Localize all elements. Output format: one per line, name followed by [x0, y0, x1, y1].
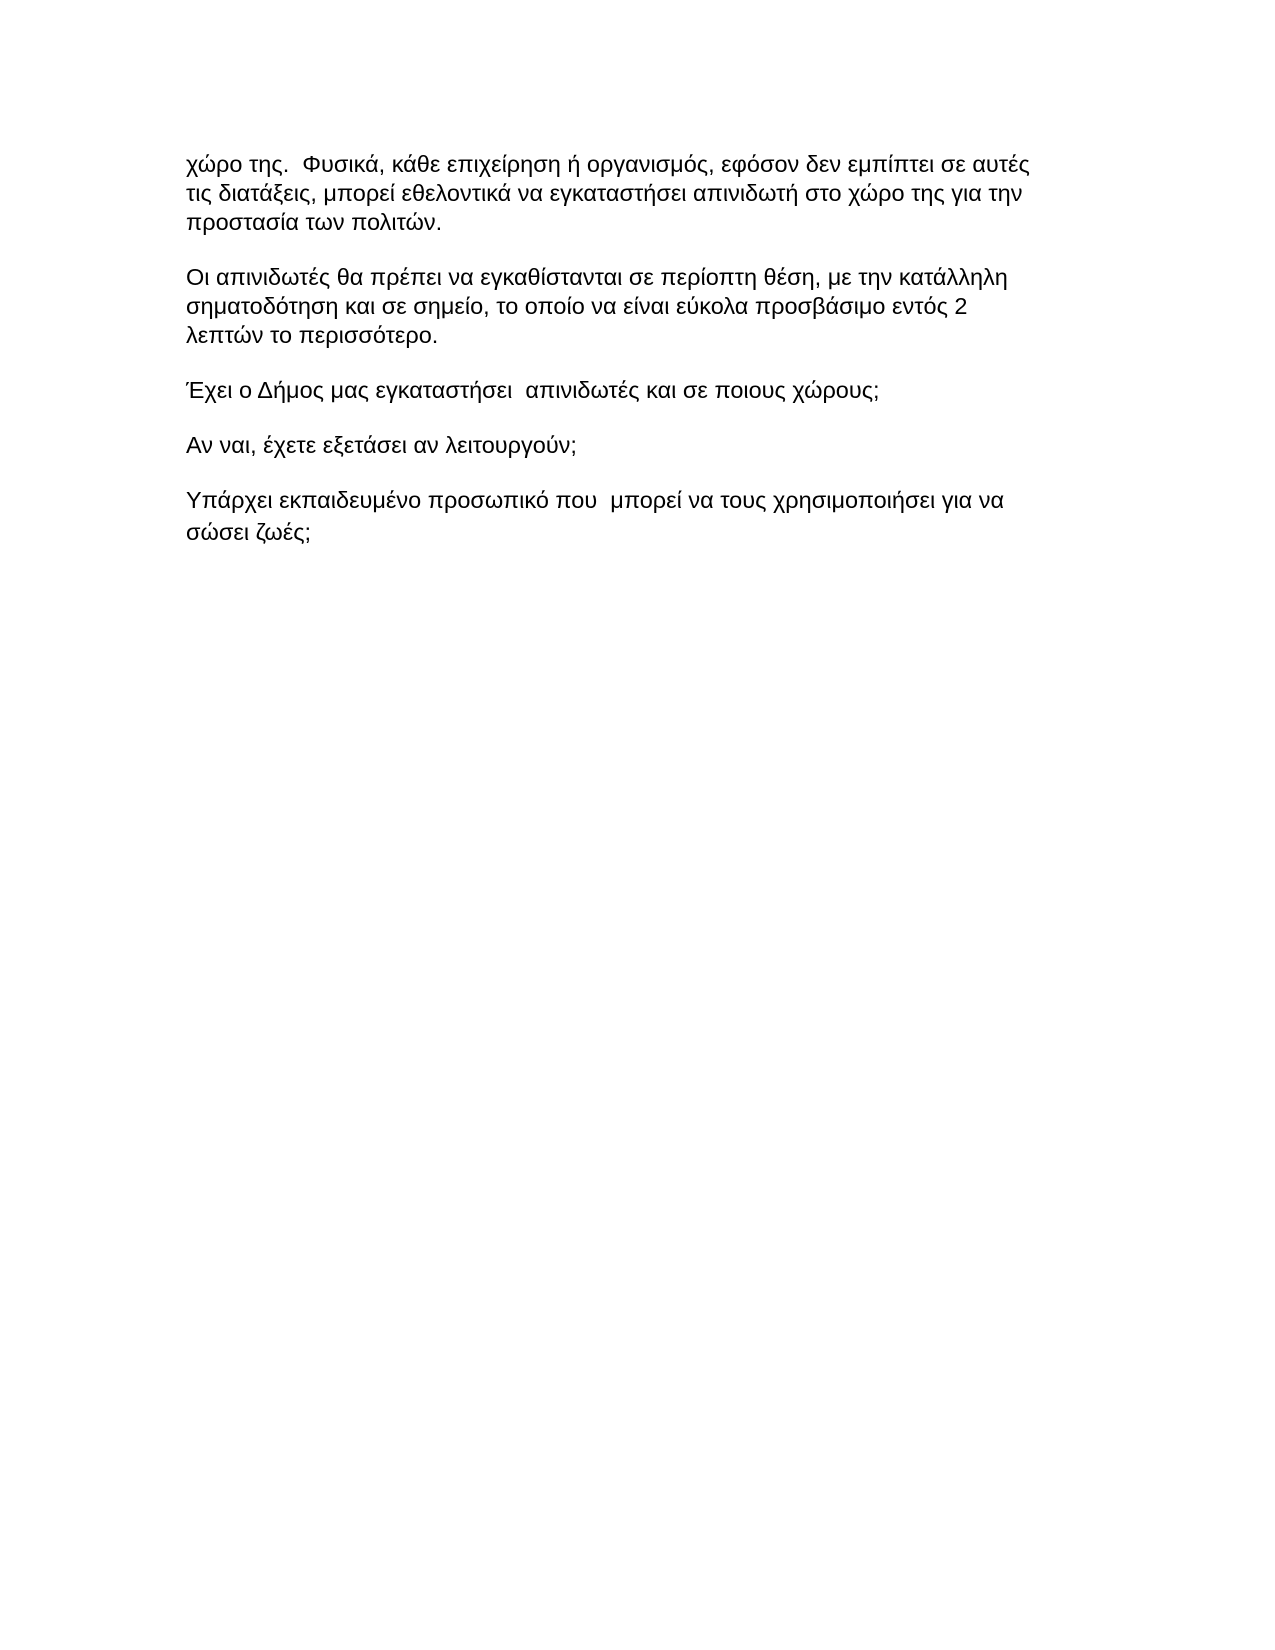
text-line: Έχει ο Δήμος μας εγκαταστήσει απινιδωτές και σε ποιους χώρους;	[186, 377, 880, 403]
question-installed-defibrillators	[186, 376, 1106, 405]
text-line: Οι απινιδωτές θα πρέπει να εγκαθίστανται σε περίοπτη θέση, με την κατάλληλη	[186, 264, 1008, 290]
text-line: Αν ναι, έχετε εξετάσει αν λειτουργούν;	[186, 432, 577, 458]
question-trained-staff	[186, 486, 1106, 547]
text-line: τις διατάξεις, μπορεί εθελοντικά να εγκαταστήσει απινιδωτή στο χώρο της για την	[186, 180, 1023, 206]
text-line: σώσει ζωές;	[186, 519, 312, 545]
text-line: σηματοδότηση και σε σημείο, το οποίο να είναι εύκολα προσβάσιμο εντός 2	[186, 293, 968, 319]
text-line: χώρο της. Φυσικά, κάθε επιχείρηση ή οργανισμός, εφόσον δεν εμπίπτει σε αυτές	[186, 151, 1030, 177]
paragraph-defibrillator-placement	[186, 263, 1106, 350]
text-line: προστασία των πολιτών.	[186, 209, 443, 235]
document-body	[186, 150, 1106, 547]
text-line: Υπάρχει εκπαιδευμένο προσωπικό που μπορεί να τους χρησιμοποιήσει για να	[186, 487, 1005, 513]
paragraph-defibrillator-voluntary	[186, 150, 1106, 237]
question-functioning-check	[186, 431, 1106, 460]
text-line: λεπτών το περισσότερο.	[186, 322, 439, 348]
